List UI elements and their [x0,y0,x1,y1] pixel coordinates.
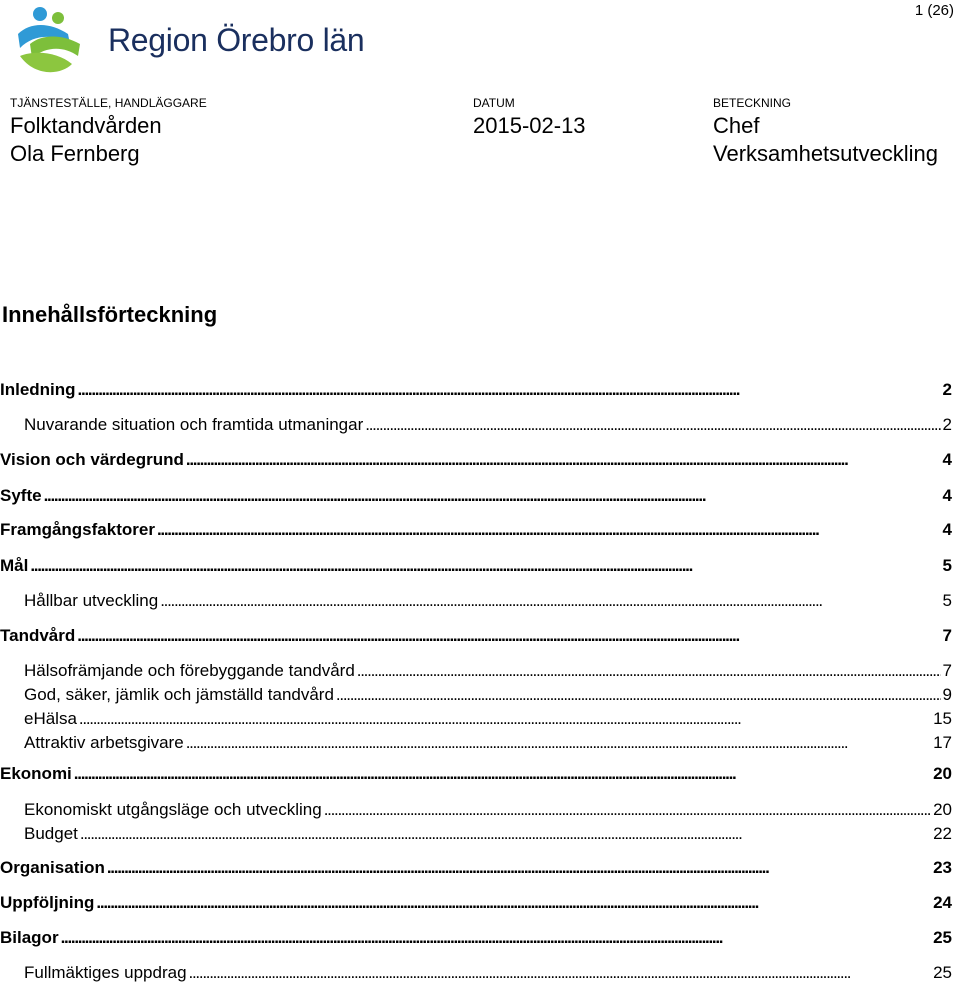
toc-entry[interactable] [0,928,952,948]
date-value: 2015-02-13 [473,113,586,138]
toc-dot-leader [61,928,932,948]
header-designation [713,96,938,168]
toc-entry-title: Tandvård [0,626,76,645]
toc-dot-leader [80,824,931,844]
toc-entry-page: 4 [942,520,952,539]
toc-entry[interactable] [0,486,952,506]
toc-entry-page: 2 [942,380,952,399]
toc-dot-leader [107,858,931,878]
toc-entry[interactable] [24,963,952,983]
toc-entry-title: Syfte [0,486,42,505]
toc-entry-title: Attraktiv arbetsgivare [24,733,184,752]
header-handler [10,96,207,168]
toc-dot-leader [186,733,931,753]
toc-entry-title: eHälsa [24,709,77,728]
toc-entry-title: Nuvarande situation och framtida utmaningar [24,415,364,434]
designation-title: Chef [713,113,760,138]
toc-entry[interactable] [0,858,952,878]
toc-entry[interactable] [24,685,952,705]
toc-entry[interactable] [0,520,952,540]
toc-entry-title: Framgångsfaktorer [0,520,155,539]
region-orebro-logo [10,4,370,76]
designation-label: BETECKNING [713,96,792,110]
toc-dot-leader [77,626,940,646]
toc-entry-page: 4 [942,486,952,505]
date-label: DATUM [473,96,515,110]
toc-entry-page: 24 [933,893,952,912]
toc-entry-title: Ekonomiskt utgångsläge och utveckling [24,800,322,819]
toc-dot-leader [74,764,931,784]
toc-entry-page: 7 [942,626,952,645]
toc-entry[interactable] [0,556,952,576]
toc-dot-leader [186,450,941,470]
toc-dot-leader [96,893,931,913]
toc-entry[interactable] [24,661,952,681]
toc-entry[interactable] [0,450,952,470]
logo-text: Region Örebro län [108,22,365,58]
toc-entry-page: 5 [942,556,952,575]
toc-entry-title: Uppföljning [0,893,95,912]
toc-entry[interactable] [0,764,952,784]
toc-entry[interactable] [24,733,952,753]
toc-entry-title: Hållbar utveckling [24,591,159,610]
page-number: 1 (26) [914,2,954,19]
toc-entry-page: 20 [933,764,952,783]
toc-entry-title: Organisation [0,858,105,877]
toc-entry-page: 7 [942,661,952,680]
toc-dot-leader [336,685,941,705]
toc-dot-leader [357,661,941,681]
toc-entry-page: 25 [933,963,952,982]
toc-entry[interactable] [0,626,952,646]
designation-department: Verksamhetsutveckling [713,141,938,166]
toc-entry-page: 22 [933,824,952,843]
toc-entry-page: 15 [933,709,952,728]
toc-dot-leader [365,415,940,435]
logo-emblem-icon [10,4,100,76]
toc-dot-leader [30,556,940,576]
toc-entry-title: Vision och värdegrund [0,450,184,469]
toc-entry-title: Mål [0,556,29,575]
toc-entry-page: 5 [942,591,952,610]
handler-label: TJÄNSTESTÄLLE, HANDLÄGGARE [10,96,207,110]
toc-entry-page: 4 [942,450,952,469]
toc-entry-title: Ekonomi [0,764,72,783]
toc-entry[interactable] [0,380,952,400]
toc-entry-title: Bilagor [0,928,59,947]
toc-entry-page: 2 [942,415,952,434]
toc-entry-title: Hälsofrämjande och förebyggande tandvård [24,661,355,680]
toc-dot-leader [157,520,941,540]
toc-entry-page: 20 [933,800,952,819]
toc-entry-page: 9 [942,685,952,704]
toc-dot-leader [78,380,941,400]
toc-dot-leader [44,486,941,506]
toc-dot-leader [160,591,940,611]
toc-entry-title: Fullmäktiges uppdrag [24,963,187,982]
toc-title: Innehållsförteckning [2,302,218,327]
header-date [473,96,586,140]
toc-entry-page: 17 [933,733,952,752]
toc-entry-title: God, säker, jämlik och jämställd tandvård [24,685,334,704]
toc-entry-page: 23 [933,858,952,877]
toc-dot-leader [324,800,931,820]
toc-entry[interactable] [24,824,952,844]
toc-entry[interactable] [0,893,952,913]
toc-entry[interactable] [24,591,952,611]
toc-entry[interactable] [24,709,952,729]
toc-entry[interactable] [24,415,952,435]
toc-dot-leader [79,709,931,729]
toc-entry-title: Inledning [0,380,76,399]
toc-entry-page: 25 [933,928,952,947]
handler-name: Ola Fernberg [10,141,140,166]
toc-entry[interactable] [24,800,952,820]
handler-unit: Folktandvården [10,113,162,138]
toc-dot-leader [189,963,932,983]
toc-entry-title: Budget [24,824,78,843]
